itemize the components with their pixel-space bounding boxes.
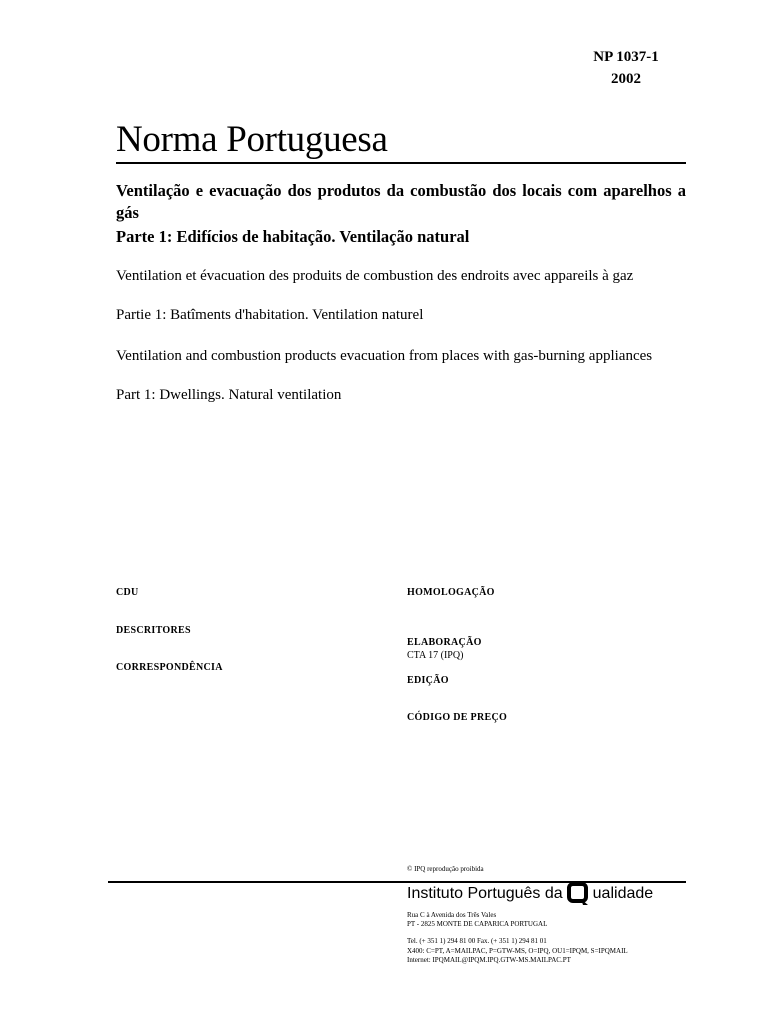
homologacao-label: HOMOLOGAÇÃO [407, 587, 495, 598]
copyright-notice: © IPQ reprodução proibida [407, 865, 484, 873]
elaboracao-label: ELABORAÇÃO [407, 637, 482, 648]
title-divider [116, 162, 686, 164]
correspondencia-label: CORRESPONDÊNCIA [116, 662, 223, 673]
english-part-title: Part 1: Dwellings. Natural ventilation [116, 387, 342, 403]
elaboracao-value: CTA 17 (IPQ) [407, 650, 464, 661]
codigo-preco-label: CÓDIGO DE PREÇO [407, 712, 508, 723]
address-line-1: Rua C à Avenida dos Três Vales [407, 911, 497, 919]
cdu-label: CDU [116, 587, 139, 598]
edicao-label: EDIÇÃO [407, 675, 449, 686]
document-type-title: Norma Portuguesa [116, 119, 388, 160]
internet-line: Internet: IPQMAIL@IPQM.IPQ.GTW-MS.MAILPAC.PT [407, 956, 571, 964]
institute-name-suffix: ualidade [592, 885, 654, 902]
standard-year: 2002 [611, 71, 641, 87]
x400-line: X400: C=PT, A=MAILPAC, P=GTW-MS, O=IPQ, OU1=IPQM, S=IPQMAIL [407, 947, 628, 955]
address-line-2: PT - 2825 MONTE DE CAPARICA PORTUGAL [407, 920, 548, 928]
french-title: Ventilation et évacuation des produits de combustion des endroits avec appareils à gaz [116, 268, 634, 284]
ipq-q-logo-icon [567, 882, 591, 906]
french-part-title: Partie 1: Batîments d'habitation. Ventilation naturel [116, 307, 424, 323]
portuguese-part-title: Parte 1: Edifícios de habitação. Ventilação natural [116, 227, 470, 246]
institute-name-prefix: Instituto Português da [407, 885, 563, 902]
portuguese-title: Ventilação e evacuação dos produtos da combustão dos locais com aparelhos a gás [116, 181, 686, 222]
phone-fax-line: Tel. (+ 351 1) 294 81 00 Fax. (+ 351 1) 294 81 01 [407, 937, 547, 945]
descritores-label: DESCRITORES [116, 625, 191, 636]
english-title: Ventilation and combustion products evacuation from places with gas-burning appliances [116, 348, 653, 364]
standard-number: NP 1037-1 [593, 49, 659, 65]
standard-code-block [566, 46, 686, 90]
institute-name [407, 882, 653, 906]
